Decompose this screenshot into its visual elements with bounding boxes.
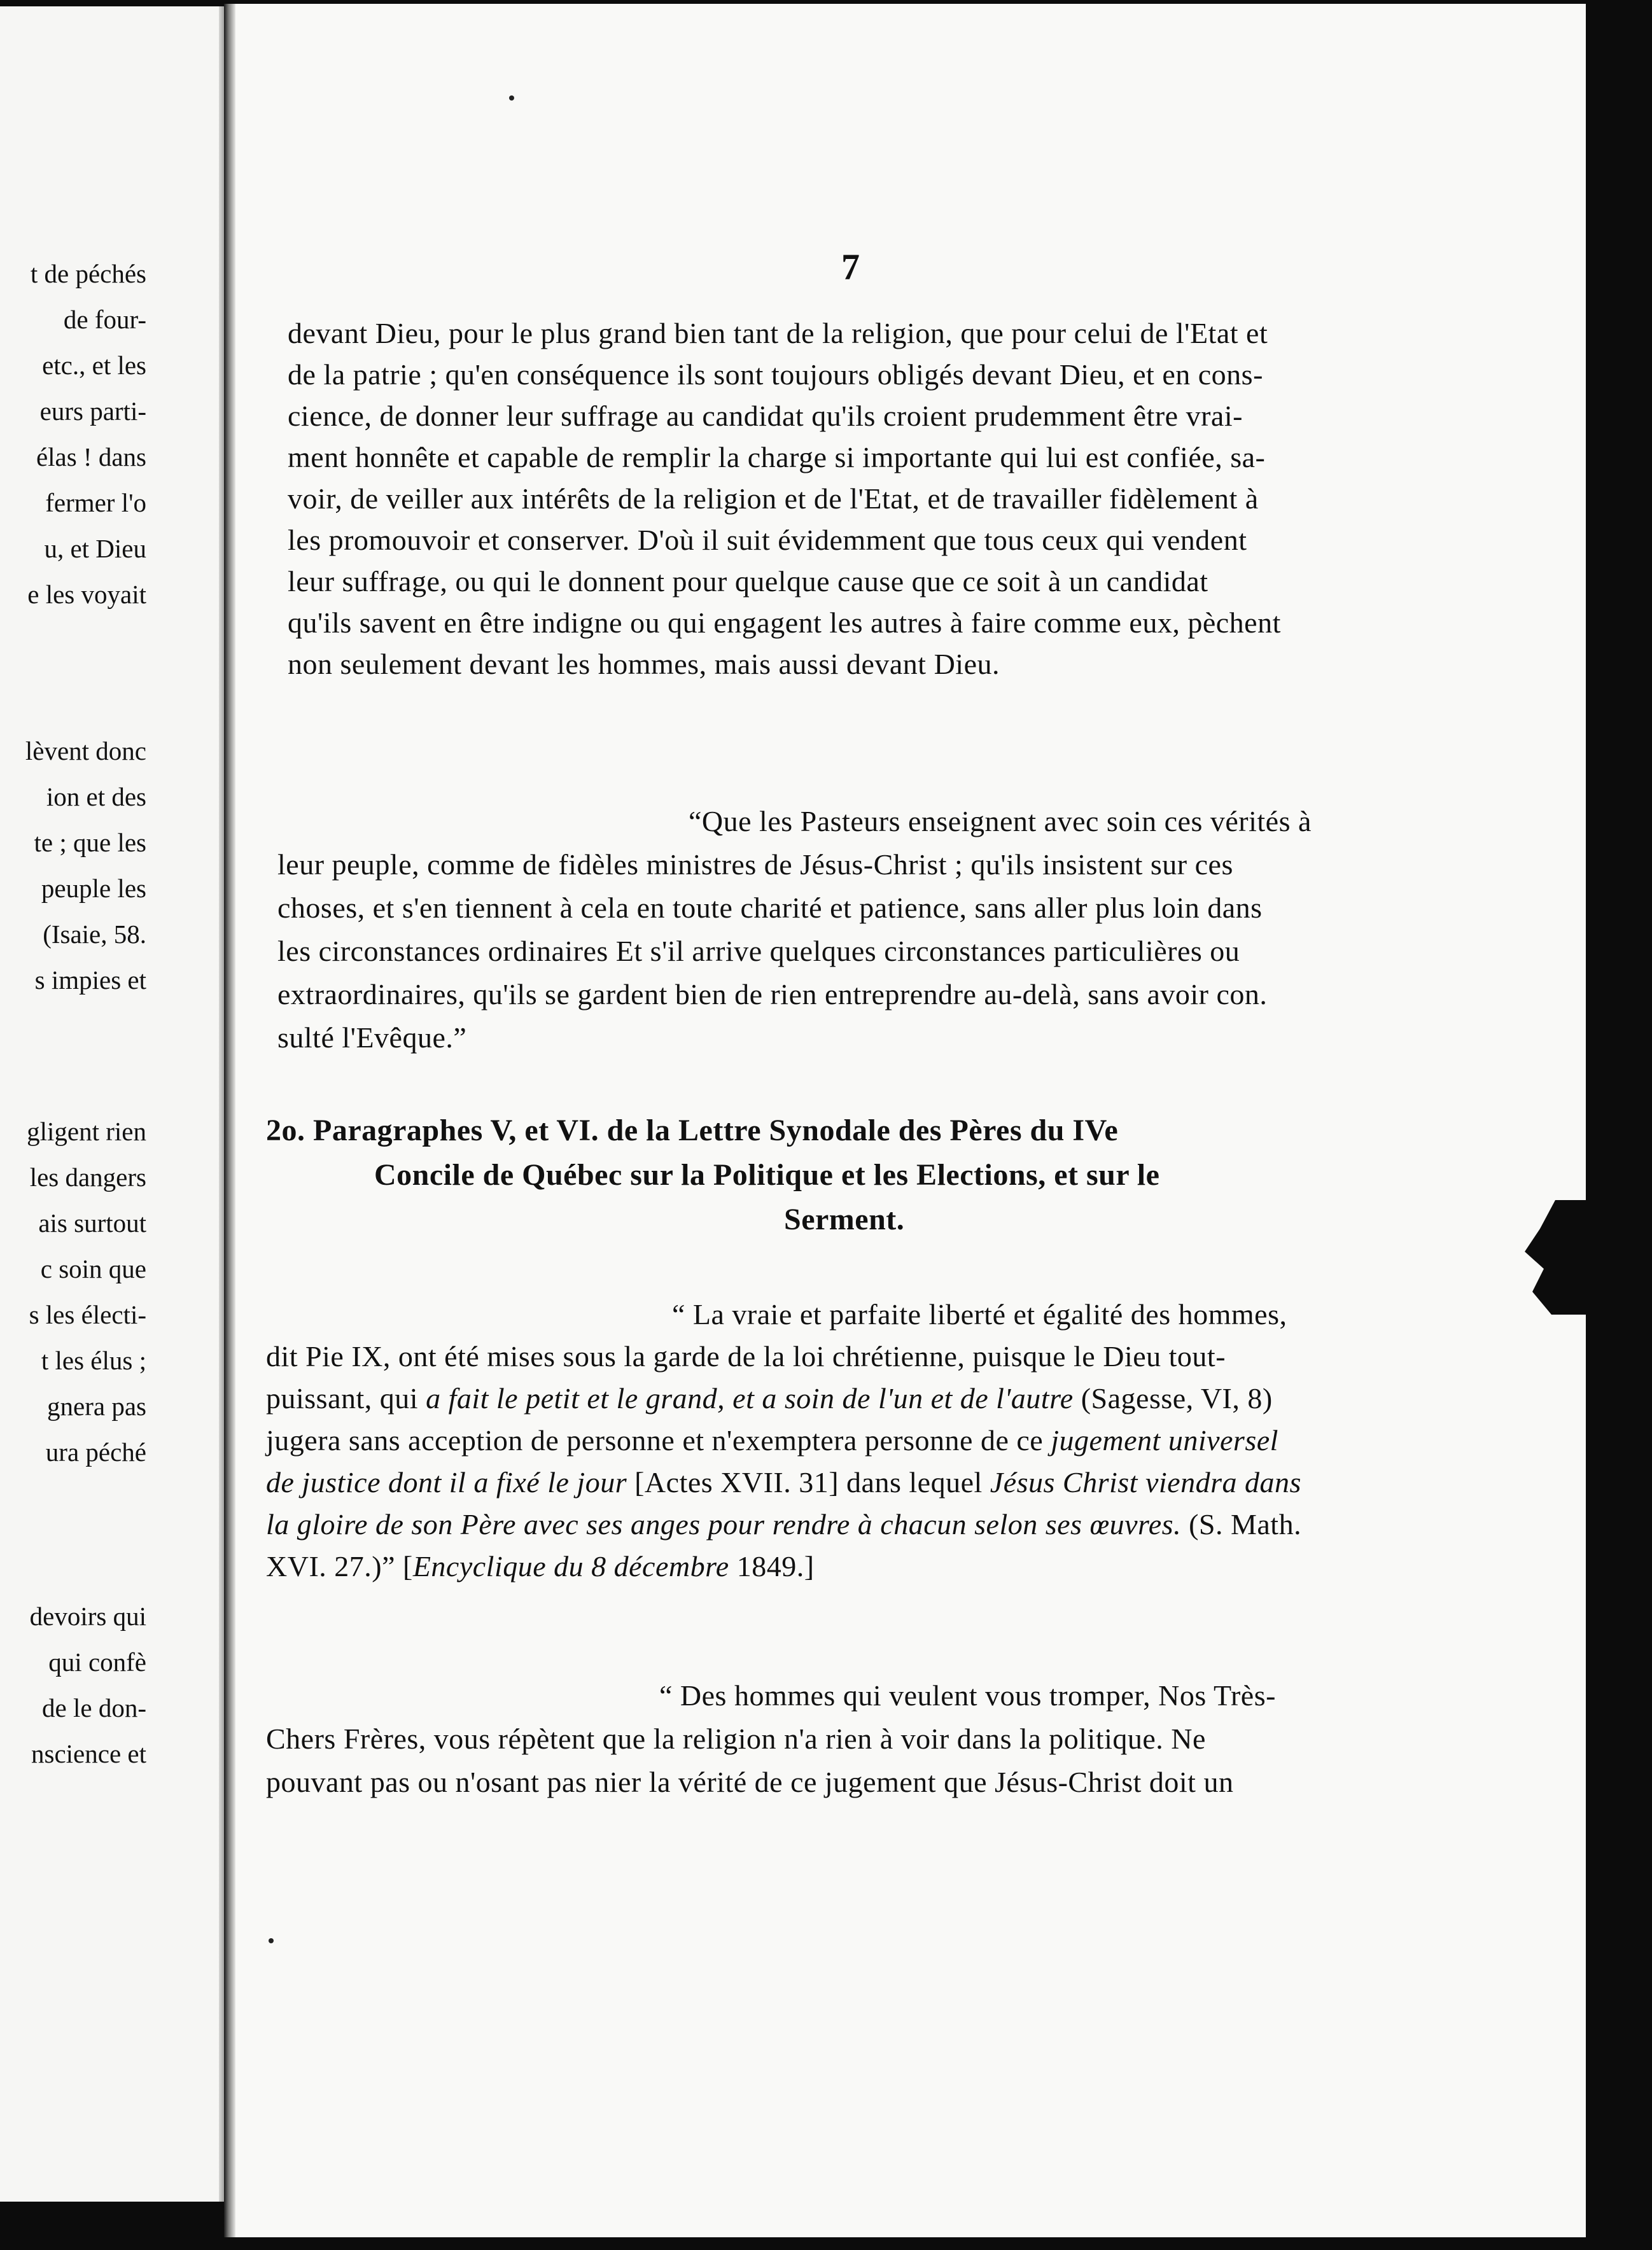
paragraph-line: extraordinaires, qu'ils se gardent bien de rien entreprendre au-delà, sans avoir con. [277, 978, 1268, 1010]
section-heading-line: Concile de Québec sur la Politique et les Elections, et sur le [374, 1158, 1160, 1192]
left-page-line: s impies et [34, 965, 146, 995]
quote-line [266, 1384, 1273, 1413]
paragraph-line: choses, et s'en tiennent à cela en toute charité et patience, sans aller plus loin dans [277, 891, 1263, 924]
paragraph-line: qu'ils savent en être indigne ou qui engagent les autres à faire comme eux, pèchent [288, 606, 1281, 639]
left-page-line: t de péchés [30, 259, 146, 288]
quote-italic-text: jugement universel [1051, 1424, 1278, 1457]
quote-italic-text: la gloire de son Père avec ses anges pour rendre à chacun selon ses œuvres. [266, 1508, 1182, 1541]
left-page-line: fermer l'o [45, 488, 146, 517]
left-page-line: ion et des [46, 782, 146, 811]
left-page-line: ais surtout [38, 1208, 146, 1238]
paragraph-line: les circonstances ordinaires Et s'il arrive quelques circonstances particulières ou [277, 935, 1240, 967]
left-page-line: devoirs qui [29, 1602, 146, 1631]
left-page-line: élas ! dans [36, 442, 146, 472]
paragraph-line: ment honnête et capable de remplir la charge si importante qui lui est confiée, sa- [288, 441, 1266, 473]
left-page-line: u, et Dieu [44, 534, 146, 563]
page-number: 7 [841, 246, 860, 288]
left-page-line: qui confè [48, 1647, 146, 1677]
left-page-line: e les voyait [27, 580, 146, 609]
paragraph-line: de la patrie ; qu'en conséquence ils sont toujours obligés devant Dieu, et en cons- [288, 358, 1263, 391]
left-page-line: nscience et [31, 1739, 146, 1768]
quote-line [266, 1510, 1301, 1539]
quote-italic-text: Encyclique du 8 décembre [412, 1550, 729, 1583]
paragraph-line: “Que les Pasteurs enseignent avec soin ces vérités à [689, 805, 1312, 837]
paragraph-line: devant Dieu, pour le plus grand bien tant de la religion, que pour celui de l'Etat et [288, 317, 1268, 349]
quote-italic-text: a fait le petit et le grand, et a soin de l'un et de l'autre [426, 1382, 1074, 1415]
paragraph-line: cience, de donner leur suffrage au candidat qu'ils croient prudemment être vrai- [288, 400, 1243, 432]
left-page-line: lèvent donc [25, 736, 146, 765]
left-page-line: de le don- [42, 1693, 146, 1722]
left-page-line: gnera pas [47, 1392, 146, 1421]
quote-text: 1849.] [729, 1550, 815, 1583]
quote-text: XVI. 27.)” [ [266, 1550, 413, 1583]
quote-text: (S. Math. [1181, 1508, 1302, 1541]
left-page-line: c soin que [40, 1254, 146, 1283]
paragraph-line: leur suffrage, ou qui le donnent pour quelque cause que ce soit à un candidat [288, 565, 1208, 597]
ink-speck [269, 1938, 274, 1943]
section-heading-line: Serment. [784, 1203, 905, 1236]
left-page-line: (Isaie, 58. [43, 919, 146, 949]
quote-text: jugera sans acception de personne et n'exemptera personne de ce [266, 1424, 1051, 1457]
left-page-line: peuple les [41, 874, 146, 903]
quote-line: pouvant pas ou n'osant pas nier la vérité de ce jugement que Jésus-Christ doit un [266, 1766, 1234, 1798]
left-page-line: t les élus ; [41, 1346, 146, 1375]
left-page-line: de four- [63, 305, 146, 334]
quote-line: “ Des hommes qui veulent vous tromper, Nos Très- [659, 1679, 1276, 1712]
quote-line: “ La vraie et parfaite liberté et égalité des hommes, [672, 1298, 1287, 1331]
left-page-line: eurs parti- [39, 396, 146, 426]
page-spine [224, 4, 235, 2237]
right-page [224, 4, 1586, 2237]
quote-italic-text: Jésus Christ viendra dans [990, 1466, 1301, 1499]
paragraph-line: non seulement devant les hommes, mais aussi devant Dieu. [288, 648, 1000, 680]
left-page-line: s les électi- [29, 1300, 146, 1329]
quote-text: (Sagesse, VI, 8) [1073, 1382, 1273, 1415]
quote-line: Chers Frères, vous répètent que la religion n'a rien à voir dans la politique. Ne [266, 1722, 1206, 1755]
quote-text: puissant, qui [266, 1382, 426, 1415]
paragraph-line: les promouvoir et conserver. D'où il suit évidemment que tous ceux qui vendent [288, 524, 1247, 556]
left-page-line: gligent rien [27, 1117, 146, 1146]
quote-line: dit Pie IX, ont été mises sous la garde de la loi chrétienne, puisque le Dieu tout- [266, 1340, 1226, 1373]
section-heading-line: 2o. Paragraphes V, et VI. de la Lettre Synodale des Pères du IVe [266, 1114, 1119, 1147]
left-page-line: les dangers [29, 1163, 146, 1192]
ink-speck [509, 95, 514, 101]
paragraph-line: leur peuple, comme de fidèles ministres de Jésus-Christ ; qu'ils insistent sur ces [277, 848, 1233, 881]
left-page-line: ura péché [45, 1437, 146, 1467]
left-page-line: te ; que les [34, 828, 146, 857]
paragraph-line: sulté l'Evêque.” [277, 1021, 467, 1054]
left-page-line: etc., et les [42, 351, 146, 380]
torn-edge [1509, 1200, 1586, 1315]
quote-line [266, 1426, 1278, 1455]
quote-line [266, 1468, 1301, 1497]
quote-text: [Actes XVII. 31] dans lequel [627, 1466, 990, 1499]
quote-italic-text: de justice dont il a fixé le jour [266, 1466, 627, 1499]
paragraph-line: voir, de veiller aux intérêts de la religion et de l'Etat, et de travailler fidèlement à [288, 482, 1259, 515]
quote-line [266, 1552, 815, 1581]
left-facing-page [0, 6, 229, 2202]
